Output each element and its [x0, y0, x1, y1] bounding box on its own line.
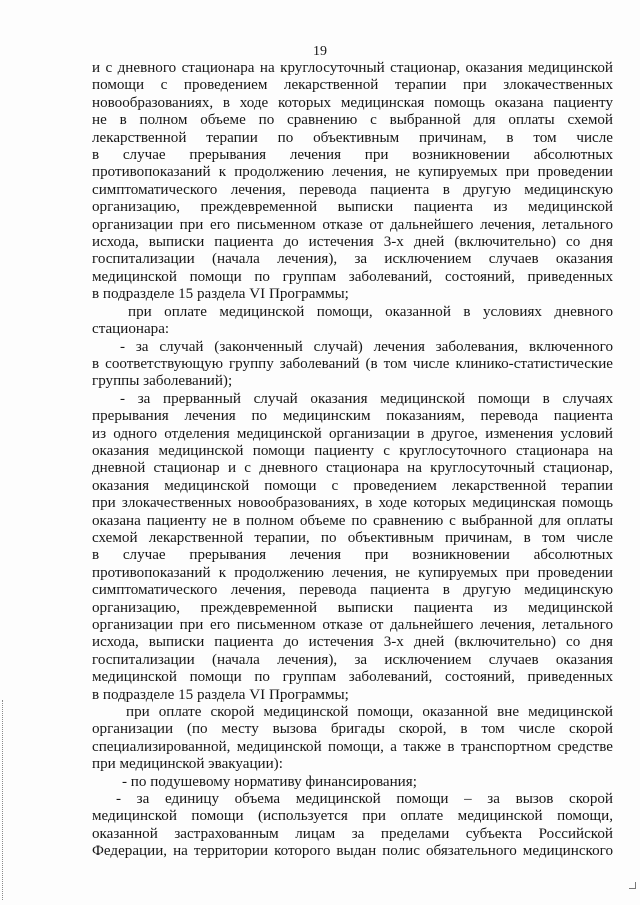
- text-line: специализированной, медицинской помощи, а также в транспортном средстве: [92, 738, 613, 755]
- text-line: организации при его письменном отказе от дальнейшего лечения, летального: [92, 216, 613, 233]
- text-line: группы заболеваний);: [92, 373, 233, 390]
- text-line: медицинской помощи по группам заболеваний, состояний, приведенных: [92, 669, 613, 686]
- text-line: симптоматического лечения, перевода пациента в другую медицинскую: [92, 582, 613, 599]
- text-line: при злокачественных новообразованиях, в ходе которых медицинская помощь: [92, 495, 613, 512]
- text-line: лекарственной терапии по объективным причинам, в том числе: [92, 129, 613, 146]
- text-line: схемой лекарственной терапии, по объективным причинам, в том числе: [92, 529, 613, 546]
- text-line: из одного отделения медицинской организации в другое, изменения условий: [92, 425, 613, 442]
- text-line: оказанной застрахованным лицам за пределами субъекта Российской: [92, 825, 613, 842]
- text-line: в подразделе 15 раздела VI Программы;: [92, 686, 349, 703]
- text-line: противопоказаний к продолжению лечения, не купируемых при проведении: [92, 164, 613, 181]
- scan-corner-mark: [629, 882, 636, 889]
- text-line: не в полном объеме по сравнению с выбранной для оплаты схемой: [92, 112, 613, 129]
- text-line: медицинской помощи по группам заболеваний, состояний, приведенных: [92, 268, 613, 285]
- text-line: - по подушевому нормативу финансирования;: [122, 773, 417, 790]
- text-line: в случае прерывания лечения при возникновении абсолютных: [92, 547, 613, 564]
- text-line: дневной стационар и с дневного стационара на круглосуточный стационар,: [92, 460, 613, 477]
- text-line: - за случай (законченный случай) лечения заболевания, включенного: [120, 338, 613, 355]
- text-line: оказана пациенту не в полном объеме по сравнению с выбранной для оплаты: [92, 512, 613, 529]
- text-line: противопоказаний к продолжению лечения, не купируемых при проведении: [92, 564, 613, 581]
- text-line: и с дневного стационара на круглосуточный стационар, оказания медицинской: [92, 60, 613, 76]
- text-line: организации (по месту вызова бригады скорой, в том числе скорой: [92, 721, 613, 738]
- text-line: организацию, преждевременной выписки пациента из медицинской: [92, 199, 613, 216]
- text-line: - за единицу объема медицинской помощи – за вызов скорой: [116, 791, 613, 808]
- text-line: - за прерванный случай оказания медицинской помощи в случаях: [120, 390, 613, 407]
- text-line: Федерации, на территории которого выдан полис обязательного медицинского: [92, 843, 613, 860]
- text-line: исхода, выписки пациента до истечения 3-х дней (включительно) со дня: [92, 634, 613, 651]
- text-line: при оплате медицинской помощи, оказанной в условиях дневного: [128, 303, 613, 320]
- text-line: организацию, преждевременной выписки пациента из медицинской: [92, 599, 613, 616]
- text-line: исхода, выписки пациента до истечения 3-х дней (включительно) со дня: [92, 234, 613, 251]
- page-number: 19: [313, 44, 327, 59]
- text-line: медицинской помощи (используется при оплате медицинской помощи,: [92, 808, 613, 825]
- text-line: госпитализации (начала лечения), за исключением случаев оказания: [92, 251, 613, 268]
- text-line: оказания медицинской помощи пациенту с круглосуточного стационара на: [92, 442, 613, 459]
- text-line: помощи с проведением лекарственной терапии при злокачественных: [92, 77, 613, 94]
- text-line: при оплате скорой медицинской помощи, оказанной вне медицинской: [126, 704, 613, 721]
- text-line: госпитализации (начала лечения), за исключением случаев оказания: [92, 651, 613, 668]
- text-line: в случае прерывания лечения при возникновении абсолютных: [92, 147, 613, 164]
- scan-margin-mark: [2, 700, 6, 900]
- text-line: стационара:: [92, 321, 170, 338]
- text-line: новообразованиях, в ходе которых медицинская помощь оказана пациенту: [92, 94, 613, 111]
- text-line: организации при его письменном отказе от дальнейшего лечения, летального: [92, 617, 613, 633]
- text-line: при медицинской эвакуации):: [92, 756, 283, 773]
- text-line: в соответствующую группу заболеваний (в том числе клинико-статистические: [92, 355, 613, 372]
- text-line: оказания медицинской помощи с проведением лекарственной терапии: [92, 477, 613, 494]
- document-body: [92, 60, 613, 861]
- text-line: симптоматического лечения, перевода пациента в другую медицинскую: [92, 181, 613, 198]
- text-line: прерывания лечения по медицинским показаниям, перевода пациента: [92, 408, 613, 425]
- text-line: в подразделе 15 раздела VI Программы;: [92, 286, 349, 303]
